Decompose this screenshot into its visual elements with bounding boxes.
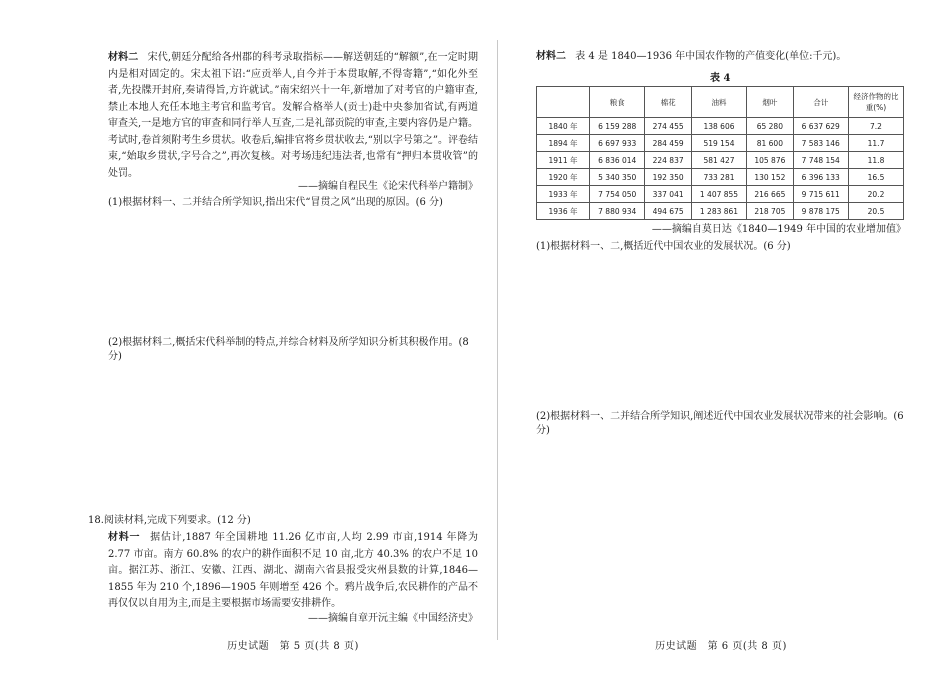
table-cell: 105 876 (747, 152, 793, 169)
material-1-paragraph (108, 530, 478, 613)
table-cell: 16.5 (849, 169, 904, 186)
material-1-label: 材料一 (108, 532, 141, 543)
table-cell: 274 455 (645, 118, 691, 135)
page-6 (480, 0, 950, 688)
table-cell: 1911 年 (537, 152, 590, 169)
table-caption: 表 4 (710, 73, 731, 84)
table-cell: 519 154 (691, 135, 746, 152)
table-cell: 284 459 (645, 135, 691, 152)
table-cell: 65 280 (747, 118, 793, 135)
question-2-left: (2)根据材料二,概括宋代科举制的特点,并综合材料及所学知识分析其积极作用。(8 分) (108, 337, 469, 362)
question-1-left: (1)根据材料一、二并结合所学知识,指出宋代“冒贯之风”出现的原因。(6 分) (108, 197, 443, 208)
table-cell: 1936 年 (537, 203, 590, 220)
table-source: ——摘编自莫日达《1840—1949 年中国的农业增加值》 (651, 224, 906, 235)
table-row (537, 203, 904, 220)
material-2-text: 宋代,朝廷分配给各州郡的科考录取指标——解送朝廷的“解额”,在一定时期内是相对固定的。宋太祖下诏:“应贡举人,自今并于本贯取解,不得寄籍”,“如化外至者,先投牒开封府,奏请得旨,方许就试。”南宋绍兴十一年,新增加了对考官的户籍审查,禁止本地人充任本地主考官和监考官。发解合格举人(贡士)赴中央参加省试,有两道审查关,一是地方官的审查和同行举人互查,二是礼部贡院的审查,主要内容仍是户籍。考试时,卷首须附考生乡贯状。收卷后,编排官将乡贯状收去,“别以字号第之”。评卷结束,“始取乡贯状,字号合之”,再次复核。对考场违纪违法者,也常有“押归本贯收管”的处罚。 (108, 52, 478, 179)
table-header-cell: 棉花 (645, 87, 691, 118)
table-row (537, 169, 904, 186)
table-cell: 337 041 (645, 186, 691, 203)
page-6-footer: 历史试题 第 6 页(共 8 页) (655, 641, 787, 652)
table-cell: 1840 年 (537, 118, 590, 135)
question-18-heading: 18.阅读材料,完成下列要求。(12 分) (88, 515, 251, 526)
table-cell: 7 880 934 (590, 203, 645, 220)
table-cell: 494 675 (645, 203, 691, 220)
material-2-right-text: 表 4 是 1840—1936 年中国农作物的产值变化(单位:千元)。 (575, 51, 847, 62)
table-header-cell: 合计 (793, 87, 849, 118)
table-cell: 20.2 (849, 186, 904, 203)
question-2-right: (2)根据材料一、二并结合所学知识,阐述近代中国农业发展状况带来的社会影响。(6 分) (536, 411, 904, 436)
table-cell: 218 705 (747, 203, 793, 220)
table-cell: 130 152 (747, 169, 793, 186)
table-cell: 7 583 146 (793, 135, 849, 152)
material-2-source: ——摘编自程民生《论宋代科举户籍制》 (298, 181, 478, 192)
question-1-right: (1)根据材料一、二,概括近代中国农业的发展状况。(6 分) (536, 241, 791, 252)
material-1-text: 据估计,1887 年全国耕地 11.26 亿市亩,人均 2.99 市亩,1914 年降为 2.77 市亩。南方 60.8% 的农户的耕作面积不足 10 亩,北方 40.3% 的农户不足 10 亩。据江苏、浙江、安徽、江西、湖北、湖南六省县报受灾州县数的计算,1846—1855 年为 210 个,1896—1905 年则增至 426 个。鸦片战争后,农民耕作的产品不再仅仅以自用为主,而是主要根据市场需要安排耕作。 (108, 532, 479, 609)
table-cell: 81 600 (747, 135, 793, 152)
table-cell: 138 606 (691, 118, 746, 135)
table-row (537, 118, 904, 135)
table-cell: 11.8 (849, 152, 904, 169)
table-cell: 581 427 (691, 152, 746, 169)
table-cell: 1 283 861 (691, 203, 746, 220)
material-1-source: ——摘编自章开沅主编《中国经济史》 (308, 613, 478, 624)
table-cell: 1 407 855 (691, 186, 746, 203)
page-5-footer: 历史试题 第 5 页(共 8 页) (227, 641, 359, 652)
table-cell: 7 748 154 (793, 152, 849, 169)
table-header-cell (537, 87, 590, 118)
table-cell: 733 281 (691, 169, 746, 186)
table-header-cell: 烟叶 (747, 87, 793, 118)
table-cell: 1920 年 (537, 169, 590, 186)
table-cell: 6 697 933 (590, 135, 645, 152)
table-cell: 6 836 014 (590, 152, 645, 169)
table-cell: 192 350 (645, 169, 691, 186)
crop-value-table (536, 86, 904, 220)
table-cell: 1894 年 (537, 135, 590, 152)
table-cell: 11.7 (849, 135, 904, 152)
table-header-cell: 经济作物的比重(%) (849, 87, 904, 118)
table-cell: 6 396 133 (793, 169, 849, 186)
table-header-row (537, 87, 904, 118)
table-header-cell: 油料 (691, 87, 746, 118)
table-cell: 6 637 629 (793, 118, 849, 135)
table-cell: 216 665 (747, 186, 793, 203)
table-cell: 224 837 (645, 152, 691, 169)
table-cell: 9 878 175 (793, 203, 849, 220)
table-cell: 5 340 350 (590, 169, 645, 186)
table-cell: 1933 年 (537, 186, 590, 203)
material-2-intro (536, 50, 906, 64)
table-row (537, 152, 904, 169)
material-2-label: 材料二 (108, 52, 139, 63)
material-2-paragraph (108, 50, 478, 182)
table-cell: 9 715 611 (793, 186, 849, 203)
table-header-cell: 粮食 (590, 87, 645, 118)
table-cell: 7 754 050 (590, 186, 645, 203)
table-row (537, 135, 904, 152)
table-cell: 20.5 (849, 203, 904, 220)
table-cell: 6 159 288 (590, 118, 645, 135)
table-row (537, 186, 904, 203)
material-2-right-label: 材料二 (536, 51, 566, 62)
table-cell: 7.2 (849, 118, 904, 135)
